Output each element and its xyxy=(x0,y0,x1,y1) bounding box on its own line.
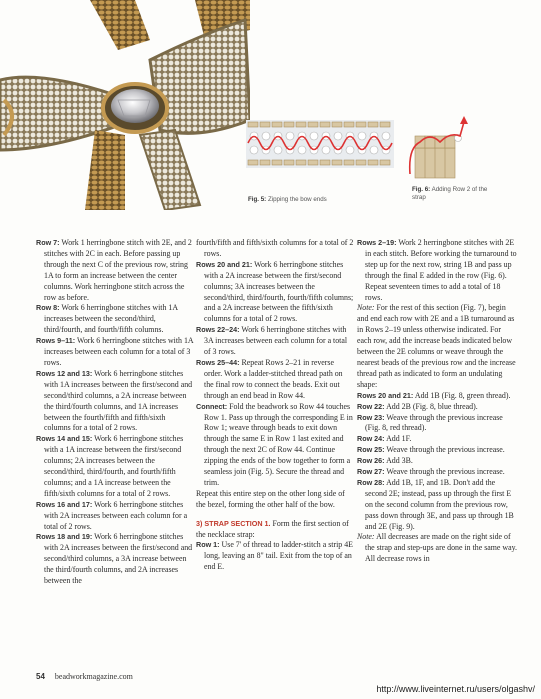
instruction-row-24: Row 24: Add 1F. xyxy=(357,434,412,444)
text-column-2 xyxy=(196,238,354,573)
instruction-rows-22-24: Rows 22–24: Work 6 herringbone stitches with 3A increases between each column for a total of 3 rows. xyxy=(196,325,348,357)
site-link[interactable]: beadworkmagazine.com xyxy=(54,672,133,681)
text-column-3 xyxy=(357,238,517,565)
fig5-diagram xyxy=(246,120,394,168)
note-paragraph: Note: For the rest of this section (Fig. 7), begin and end each row with 2E and a 1B turnaround as in Rows 2–19 unless otherwise indicated. For each row, add the increase beads indicated below between the 2E columns or weave through the nearest beads of the previous row and the increase thread path as indicated to form an undulating shape: xyxy=(357,303,516,389)
instruction-row-26: Row 26: Add 3B. xyxy=(357,456,413,466)
instruction-row-7: Row 7: Work 1 herringbone stitch with 2E, and 2 stitches with 2C in each. Before passing up through the next C of the previous row, string 1A to form an increase between the center columns. Work herringbone stitch across the row as before. xyxy=(36,238,192,302)
instruction-rows-2-19: Rows 2–19: Work 2 herringbone stitches with 2E in each stitch. Before working the turnaround to step up for the next row, string 1B and pass up through the final E added in the row (Fig. 6). Repeat seventeen times to add a total of 18 rows. xyxy=(357,238,517,302)
page-number: 54 xyxy=(36,672,45,681)
instruction-row-22: Row 22: Add 2B (Fig. 8, blue thread). xyxy=(357,401,478,411)
source-watermark: http://www.liveinternet.ru/users/olgashv/ xyxy=(376,684,535,694)
instruction-rows-16-17: Rows 16 and 17: Work 6 herringbone stitches with 2A increases between each column for a total of 2 rows. xyxy=(36,499,188,531)
instruction-row-23: Row 23: Weave through the previous increase (Fig. 8, red thread). xyxy=(357,412,503,433)
instruction-rows-25-44: Rows 25–44: Repeat Rows 2–21 in reverse order. Work a ladder-stitched thread path on the final row to connect the beads. Exit out through an end bead in Row 44. xyxy=(196,357,343,400)
text-column-1 xyxy=(36,238,194,587)
fig6-caption: Fig. 6: Adding Row 2 of the strap xyxy=(412,186,488,201)
page-footer xyxy=(36,672,133,681)
instruction-continued: fourth/fifth and fifth/sixth columns for a total of 2 rows. xyxy=(196,238,354,258)
instruction-rows-20-21-strap: Rows 20 and 21: Add 1B (Fig. 8, green thread). xyxy=(357,390,511,400)
instruction-rows-12-13: Rows 12 and 13: Work 6 herringbone stitches with 1A increases between the first/second and second/third columns, a 2A increase between the third/fourth columns, and 1A increases between the fourth/fifth and fifth/sixth columns for a total of 2 rows. xyxy=(36,368,193,433)
bow-necklace-photo xyxy=(0,0,250,210)
instruction-row-27: Row 27: Weave through the previous increase. xyxy=(357,467,505,477)
instruction-row-25: Row 25: Weave through the previous increase. xyxy=(357,445,505,455)
instruction-repeat: Repeat this entire step on the other long side of the bezel, forming the other half of the bow. xyxy=(196,488,345,509)
note-decreases: Note: All decreases are made on the right side of the strap and step-ups are done in the same way. All decrease rows in xyxy=(357,532,517,564)
fig5-caption: Fig. 5: Zipping the bow ends xyxy=(248,196,327,203)
instruction-row-8: Row 8: Work 6 herringbone stitches with 1A increases between the second/third, third/fourth, and fourth/fifth columns. xyxy=(36,303,178,335)
strap-row-1: Row 1: Use 7' of thread to ladder-stitch a strip 4E long, leaving an 8" tail. Exit from the top of an end E. xyxy=(196,540,353,572)
instruction-rows-18-19: Rows 18 and 19: Work 6 herringbone stitches with 2A increases between the first/second and second/third columns, a 3A increase between the third/fourth columns, and 2A increases between the xyxy=(36,532,193,586)
instruction-connect: Connect: Fold the beadwork so Row 44 touches Row 1. Pass up through the corresponding E in Row 1; weave through beads to exit down through the same E in Row 1 last exited and through the next 2C of Row 44. Continue zipping the ends of the bow together to form a seamless join (Fig. 5). Secure the thread and trim. xyxy=(196,401,353,487)
instruction-row-28: Row 28: Add 1B, 1F, and 1B. Don't add the second 2E; instead, pass up through the first E on the second column from the previous row, pass down through 3E, and pass up through 1B and 2E (Fig. 9). xyxy=(357,477,514,531)
instruction-rows-20-21: Rows 20 and 21: Work 6 herringbone stitches with a 2A increase between the first/second columns; 3A increases between the second/third, third/fourth, fourth/fifth columns; and a 2A increase between the fifth/sixth columns for a total of 2 rows. xyxy=(196,259,354,324)
strap-section-heading: 3) STRAP SECTION 1. Form the first section of the necklace strap: xyxy=(196,518,349,539)
instruction-rows-9-11: Rows 9–11: Work 6 herringbone stitches with 1A increases between each column for a total of 3 rows. xyxy=(36,336,194,367)
fig6-diagram xyxy=(410,116,468,178)
instruction-rows-14-15: Rows 14 and 15: Work 6 herringbone stitches with a 1A increase between the first/second columns; 2A increases between the second/third, third/fourth, and fourth/fifth columns; and a 1A increase between the fifth/sixth columns for a total of 2 rows. xyxy=(36,434,184,498)
